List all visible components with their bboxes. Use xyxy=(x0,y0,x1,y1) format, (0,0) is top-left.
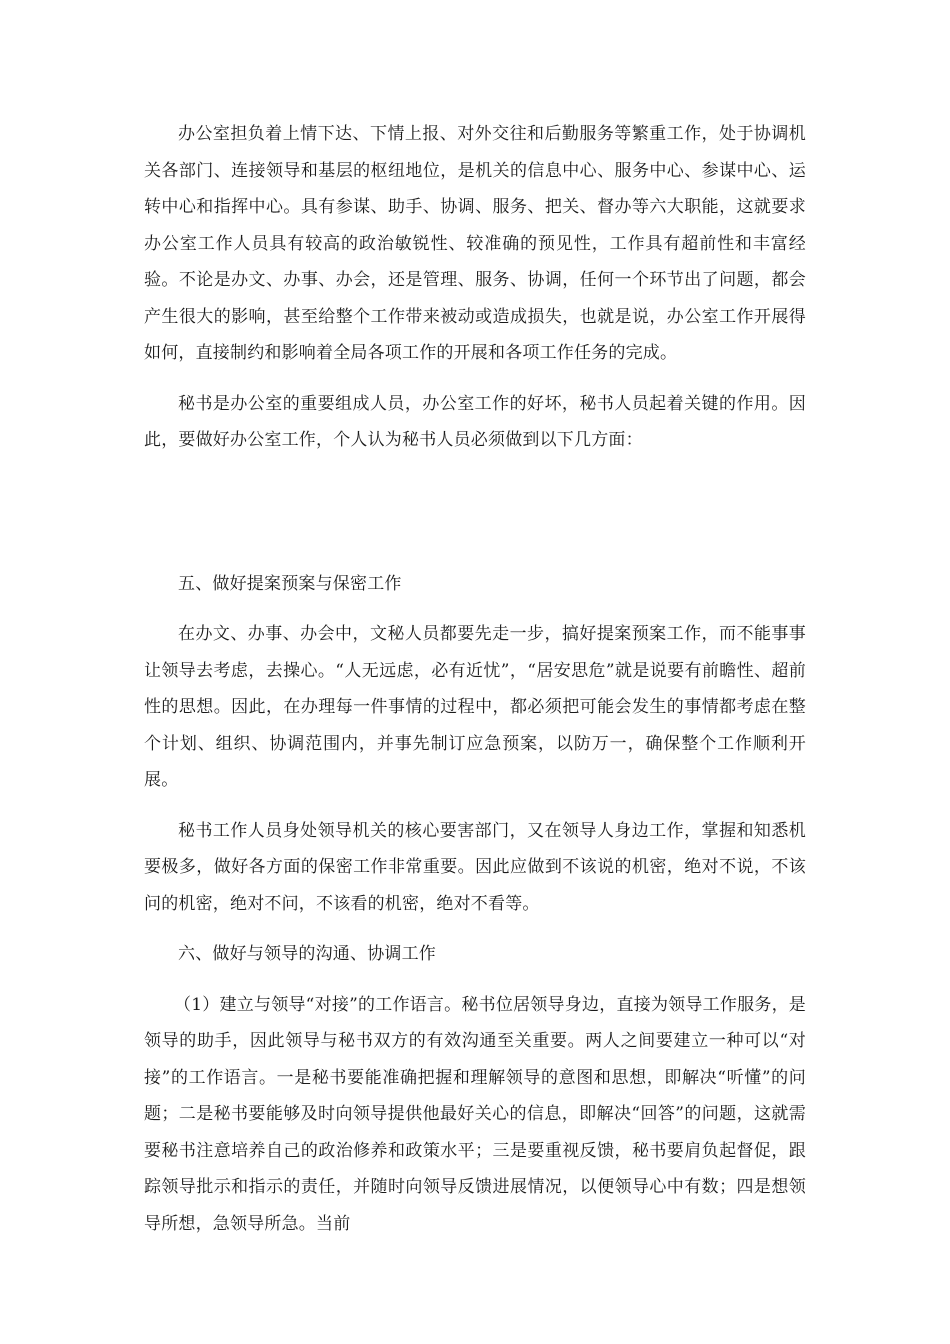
section-heading-6: 六、做好与领导的沟通、协调工作 xyxy=(178,944,436,964)
paragraph-confidentiality: 秘书工作人员身处领导机关的核心要害部门，又在领导人身边工作，掌握和知悉机要极多，做好各方面的保密工作非常重要。因此应做到不该说的机密，绝对不说，不该问的机密，绝对不问，不该看的机密，绝对不看等。 xyxy=(144,820,806,914)
paragraph-communication: （1）建立与领导“对接”的工作语言。秘书位居领导身边，直接为领导工作服务，是领导的助手，因此领导与秘书双方的有效沟通至关重要。两人之间要建立一种可以“对接”的工作语言。一是秘书要能准确把握和理解领导的意图和思想，即解决“听懂”的问题；二是秘书要能够及时向领导提供他最好关心的信息，即解决“回答”的问题，这就需要秘书注意培养自己的政治修养和政策水平；三是要重视反馈，秘书要肩负起督促，跟踪领导批示和指示的责任，并随时向领导反馈进展情况，以便领导心中有数；四是想领导所想，急领导所急。当前 xyxy=(144,994,806,1234)
document-body xyxy=(144,116,806,1242)
section-heading-5: 五、做好提案预案与保密工作 xyxy=(178,573,402,594)
paragraph-office-duties: 办公室担负着上情下达、下情上报、对外交往和后勤服务等繁重工作，处于协调机关各部门、连接领导和基层的枢纽地位，是机关的信息中心、服务中心、参谋中心、运转中心和指挥中心。具有参谋、助手、协调、服务、把关、督办等六大职能，这就要求办公室工作人员具有较高的政治敏锐性、较准确的预见性，工作具有超前性和丰富经验。不论是办文、办事、办会，还是管理、服务、协调，任何一个环节出了问题，都会产生很大的影响，甚至给整个工作带来被动或造成损失，也就是说，办公室工作开展得如何，直接制约和影响着全局各项工作的开展和各项工作任务的完成。 xyxy=(144,124,806,363)
paragraph-secretary-role: 秘书是办公室的重要组成人员，办公室工作的好坏，秘书人员起着关键的作用。因此，要做好办公室工作，个人认为秘书人员必须做到以下几方面： xyxy=(144,393,806,450)
paragraph-planning: 在办文、办事、办会中，文秘人员都要先走一步，搞好提案预案工作，而不能事事让领导去考虑，去操心。“人无远虑，必有近忧”，“居安思危”就是说要有前瞻性、超前性的思想。因此，在办理每一件事情的过程中，都必须把可能会发生的事情都考虑在整个计划、组织、协调范围内，并事先制订应急预案，以防万一，确保整个工作顺利开展。 xyxy=(144,624,806,790)
